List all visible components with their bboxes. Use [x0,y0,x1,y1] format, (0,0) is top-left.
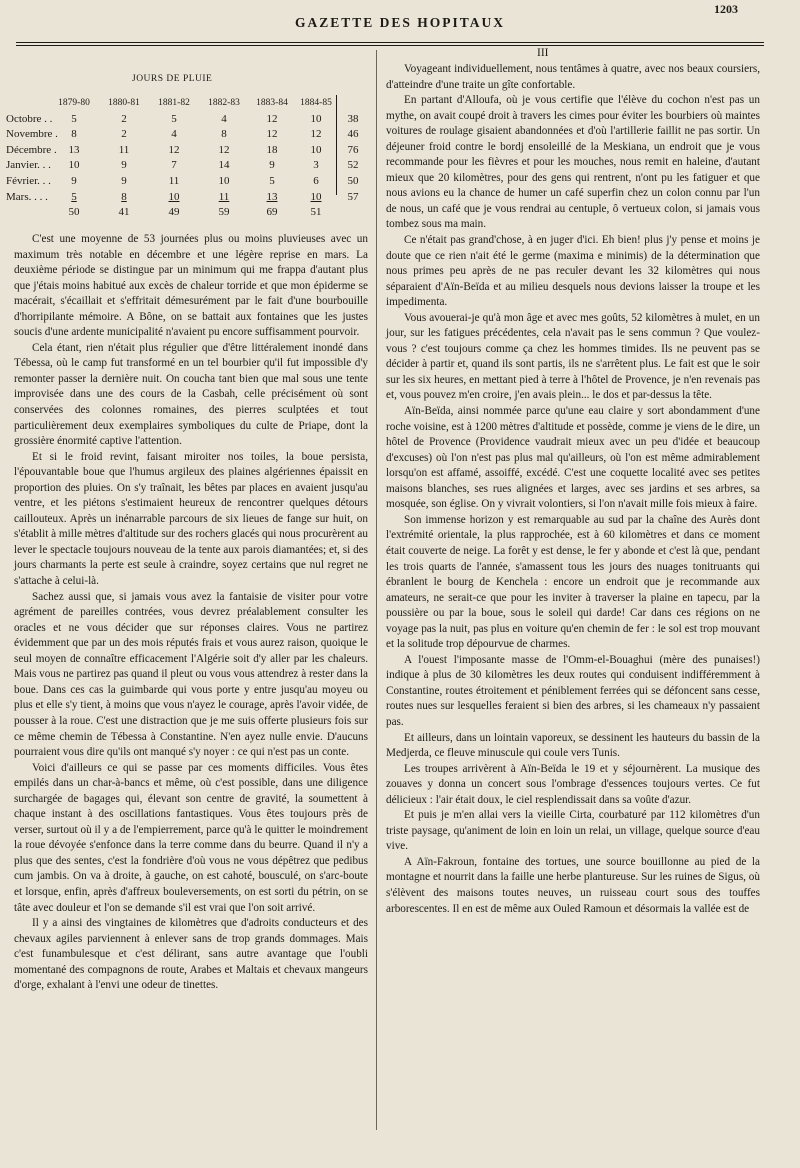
paragraph: Ce n'était pas grand'chose, à en juger d'ici. Eh bien! plus j'y pense et moins je doute que ce rien n'ait été le germe (maxima e minimis) de la détermination que nous primes peu après de ne pas reculer devant les 32 kilomètres qui nous séparaient d'Aïn-Beïda et au milieu desquels nous devions laisser la troupe et les impedimenta. [386,234,760,309]
rain-days-cell: 2 [121,112,127,125]
paragraph: A Aïn-Fakroun, fontaine des tortues, une source bouillonne au pied de la montagne et nourrit dans la faille une herbe plantureuse. Sur les ruines de Sigus, où s'élèvent des maisons toutes neuves, un ruisseau court sous des touffes arborescentes. Il en est de même aux Ouled Ramoun et désormais la vallée est de [386,855,760,915]
rain-days-cell: 5 [71,112,77,125]
paragraph: A l'ouest l'imposante masse de l'Omm-el-Bouaghui (mère des punaises!) indique à plus de 30 kilomètres les deux routes qui conduisent indifféremment à Constantine, routes étroitement et péniblement ferrées qui se défoncent sans cesse, routes nues sur lesquelles feraient si bien des arbres, si les chameaux n'y passaient pas. [386,653,760,728]
header-rule [16,42,764,46]
rain-days-cell: 8 [71,128,77,141]
rain-table-row [6,112,366,128]
month-label: Novembre . [6,128,58,141]
rain-days-cell: 2 [121,128,127,141]
rain-days-cell: 10 [310,143,322,156]
paragraph: Et ailleurs, dans un lointain vaporeux, se dessinent les hauteurs du bassin de la Medjerda, ce fleuve minuscule qui coule vers Tunis. [386,731,760,760]
rain-table-header-row [6,96,366,112]
paragraph: Aïn-Beïda, ainsi nommée parce qu'une eau claire y sort abondamment d'une roche voisine, est à 1200 mètres d'altitude et possède, comme je viens de le dire, un hôtel de Provence (Providence vaudrait mieux avec un peu d'idée et beaucoup d'excuses) où l'on n'est pas plus mal qu'ailleurs, où l'on est même admirablement lorsqu'on est affamé, assoiffé, excédé. C'est une coquette localité avec ses petites maisons blanches, ses rues alignées et larges, avec ses jardins et ses arbres, sa mosquée, son église. On y vivrait volontiers, si l'on n'avait mille fois mieux à faire. [386,405,760,511]
rain-days-cell: 13 [68,143,80,156]
month-label: Janvier. . . [6,159,51,172]
paragraph: Et puis je m'en allai vers la vieille Cirta, courbaturé par 112 kilomètres d'un triste paysage, qu'animent de loin en loin un relai, un village, quelque source d'eau vive. [386,809,760,853]
rain-table-row [6,190,366,206]
rain-days-cell: 10 [218,174,230,187]
row-total-cell: 57 [347,190,359,203]
month-label: Mars. . . . [6,190,48,203]
paragraph: Son immense horizon y est remarquable au sud par la chaîne des Aurès dont l'extrémité orientale, la plus rapprochée, est à 60 kilomètres et dans ce moment était couverte de neige. La forêt y est dense, le fer y abonde et c'est là que, pendant les trois quarts de l'année, s'amassent tous les jours des nuages tonitruants qui ébranlent le bourg de Kenchela : encore un endroit que je recommande aux amateurs, ne serait-ce que pour les inviter à traverser la plaine en tapecu, par la poussière ou par la boue, sous le soleil qui darde! Car dans ces régions on ne voyage pas la nuit, pas plus en voiture qu'en chemin de fer : le sol est trop mouvant et la solitude trop dépourvue de charmes. [386,513,760,651]
row-total-cell: 52 [347,159,359,172]
rain-days-cell: 14 [218,159,230,172]
page-header [0,0,800,46]
left-column-text [14,232,368,994]
rain-table-sum-row [6,205,366,221]
rain-days-cell: 10 [168,190,180,203]
paragraph: Les troupes arrivèrent à Aïn-Beïda le 19 et y séjournèrent. La musique des zouaves y donna un concert sous l'ombrage d'essences toujours vertes. Ce fut délicieux : l'air était doux, le ciel resplendissait dans sa voûte d'azur. [386,762,760,806]
paragraph: En partant d'Alloufa, où je vous certifie que l'élève du cochon n'est pas un mythe, on avait coupé droit à travers les cimes pour éviter les bourbiers où maintes voitures de roulage gisaient abandonnées et d'où l'artillerie faillit ne pas sortir. Un déjeuner froid contre le bordj ensoleillé de la Meskiana, un endroit que je vous recommande pour les fièvres et pour les mouches, nous remit en haleine, d'autant mieux que 20 kilomètres, pour des gens qui rentrent, n'ont pu les fatiguer et que nous avions eu la chance de humer un café superfin chez un colon connu par l'un de nous, un café que je vous rendrai au centuple, ô vertueux colon, si jamais vous tombez sous ma main. [386,94,760,231]
column-sum-cell: 50 [68,206,80,219]
rain-table-grid [6,96,366,221]
rain-days-cell: 5 [71,190,77,203]
paragraph: C'est une moyenne de 53 journées plus ou moins pluvieuses avec un maximum très notable en décembre et une légère reprise en mars. La deuxième période se distingue par un minimum qui me frappa d'autant plus que j'étais moins habitué aux excès de chaleur torride et que mon épiderme se macérait, s'écaillait et s'effritait démesurément par le fait d'une bourbouille d'horripilante mémoire. A Bône, on se battait aux fontaines que les justes soucis d'une ardente municipalité n'avaient pu encore suffisamment pourvoir. [14,233,368,339]
rain-days-cell: 4 [171,128,177,141]
paragraph: Vous avouerai-je qu'à mon âge et avec mes goûts, 52 kilomètres à mulet, en un jour, sur les fatigues précédentes, cela n'avait pas le sens commun ? Que voulez-vous ? c'est toujours comme ça chez les hommes timides. Ils ne peuvent pas se décider à partir et, quand ils sont partis, ils ne s'arrêtent plus. Le fait est que le soir sur les six heures, en mettant pied à terre à l'hôtel de Provence, je n'en revenais pas et, vous pouvez m'en croire, j'en avais plein... le dos et par-dessus la tête. [386,311,760,402]
paragraph: Il y a ainsi des vingtaines de kilomètres que d'adroits conducteurs et des chevaux agiles parviennent à enlever sans de trop grands dommages. Mais c'est funambulesque et c'est délirant, sans autre avantage que l'oubli momentané des compagnons de route, Arabes et Maltais et chevaux mangeurs d'orge, exhalant à l'envi une odeur de tinettes. [14,917,368,992]
rain-days-cell: 12 [266,128,278,141]
month-label: Octobre . . [6,112,53,125]
rain-table-row [6,158,366,174]
column-sum-cell: 49 [168,206,180,219]
rain-days-cell: 7 [171,159,177,172]
paragraph: Et si le froid revint, faisant miroiter nos toiles, la boue persista, l'épouvantable boue que l'humus argileux des plaines algériennes épaissit en proportion des pluies. On s'y traînait, les bêtes par places en avaient jusqu'au ventre, et les piétons s'estimaient heureux de rencontrer quelques détours caillouteux. Après un inénarrable parcours de six lieues de fange sur huit, on s'établit à mille mètres d'altitude sur des rochers glacés qui nous procurèrent au lever le spectacle toujours nouveau de la tente aux parois diamantées; et, si des jours charmants la perte est seule à craindre, soyez certains que nul regret ne s'attache à celui-là. [14,450,368,588]
month-label: Décembre . [6,143,57,156]
rain-table-row [6,143,366,159]
rain-days-cell: 12 [310,128,322,141]
paragraph: Cela étant, rien n'était plus régulier que d'être littéralement inondé dans Tébessa, où le camp fut transformé en un tel bourbier qu'il fut impossible d'y remonter passer la dernière nuit. On coucha tant bien que mal sous une tente improvisée dans une des cours de la Casbah, celle précisément où sont conservées des colonnes romaines, des pierres sculptées et tout particulièrement deux exemplaires symboliques du culte de Priape, dont la grossière énormité captive l'attention. [14,341,368,448]
paragraph: Voici d'ailleurs ce qui se passe par ces moments difficiles. Vous êtes empilés dans un char-à-bancs et même, où c'est possible, dans une diligence surchargée de bagages qui, élevant son centre de gravité, la soumettent à chaque instant à des oscillations fantastiques. Vous êtes toujours près de verser, surtout où il y a de l'empierrement, parce qu'à le quitter le moindrement la roue dévoyée s'enfonce dans la terre comme dans du beurre. Quand il n'y a plus que des sentes, c'est la fondrière d'où vous ne vous dépêtrez que pedibus cum jambis. On va à droite, à gauche, on est cahoté, bousculé, on s'arc-boute et lorsque, enfin, après d'affreux bouleversements, on est sorti du pétrin, on se tâte avec douleur et l'on se demande s'il est vrai que l'on soit arrivé. [14,761,368,914]
row-total-cell: 46 [347,128,359,141]
rain-days-cell: 11 [168,174,180,187]
rain-table-row [6,127,366,143]
rain-table-row [6,174,366,190]
rain-days-cell: 10 [310,190,322,203]
row-total-cell: 50 [347,174,359,187]
right-column-text [386,62,760,917]
section-number: III [537,47,549,59]
rain-days-cell: 11 [218,190,230,203]
rain-table-body [6,112,366,206]
rain-days-cell: 10 [310,112,322,125]
rain-days-cell: 5 [269,174,275,187]
journal-title: GAZETTE DES HOPITAUX [294,15,506,30]
rain-days-cell: 18 [266,143,278,156]
rain-days-cell: 9 [121,159,127,172]
rain-days-cell: 8 [121,190,127,203]
rain-days-cell: 13 [266,190,278,203]
rain-days-cell: 12 [168,143,180,156]
year-header: 1882-83 [208,98,240,108]
row-total-cell: 38 [347,112,359,125]
year-header: 1879-80 [58,98,90,108]
rain-days-cell: 9 [269,159,275,172]
rain-table-caption: JOURS DE PLUIE [132,74,213,84]
paragraph: Voyageant individuellement, nous tentâmes à quatre, avec nos beaux coursiers, d'atteindre d'une traite un gîte confortable. [386,63,760,91]
column-divider [376,50,377,1130]
month-label: Février. . . [6,174,51,187]
year-header: 1883-84 [256,98,288,108]
row-total-cell: 76 [347,143,359,156]
year-header: 1880-81 [108,98,140,108]
rain-days-cell: 4 [221,112,227,125]
column-sum-cell: 69 [266,206,278,219]
page-number: 1203 [714,2,738,16]
column-sum-cell: 59 [218,206,230,219]
year-header: 1884-85 [300,98,332,108]
rain-days-cell: 3 [313,159,319,172]
rain-days-cell: 8 [221,128,227,141]
rain-days-cell: 5 [171,112,177,125]
rain-days-cell: 6 [313,174,319,187]
rain-days-cell: 9 [121,174,127,187]
column-sum-cell: 51 [310,206,322,219]
year-header: 1881-82 [158,98,190,108]
column-sum-cell: 41 [118,206,130,219]
rain-days-cell: 12 [266,112,278,125]
rain-days-cell: 9 [71,174,77,187]
rain-days-cell: 10 [68,159,80,172]
paragraph: Sachez aussi que, si jamais vous avez la fantaisie de visiter pour votre agrément de pareilles contrées, vous devrez préalablement consulter les oracles et ne vous décider que sur réponses claires. Vous ne partirez évidemment que par un des mois réputés frais et vous aurez raison, quoique le seul moyen de connaître efficacement l'Algérie soit d'y aller par les chaleurs. Mais vous ne partirez pas quand il pleut ou vous vous attendrez à rester dans la boue. Dans ces cas la guimbarde qui vous porte y entre jusqu'au moyeu ou plus et elle s'y tient, à moins que vous n'ayez le courage, après l'avoir vidée, de pousser à la roue. C'est une distraction que je me suis offerte plusieurs fois sur ce même chemin de Tébessa à Constantine. N'en ayez nulle envie. D'aucuns pourraient vous dire qu'ils ont manqué s'y noyer : ce qui n'est pas un conte. [14,590,368,759]
rain-days-cell: 12 [218,143,230,156]
rain-days-cell: 11 [118,143,130,156]
